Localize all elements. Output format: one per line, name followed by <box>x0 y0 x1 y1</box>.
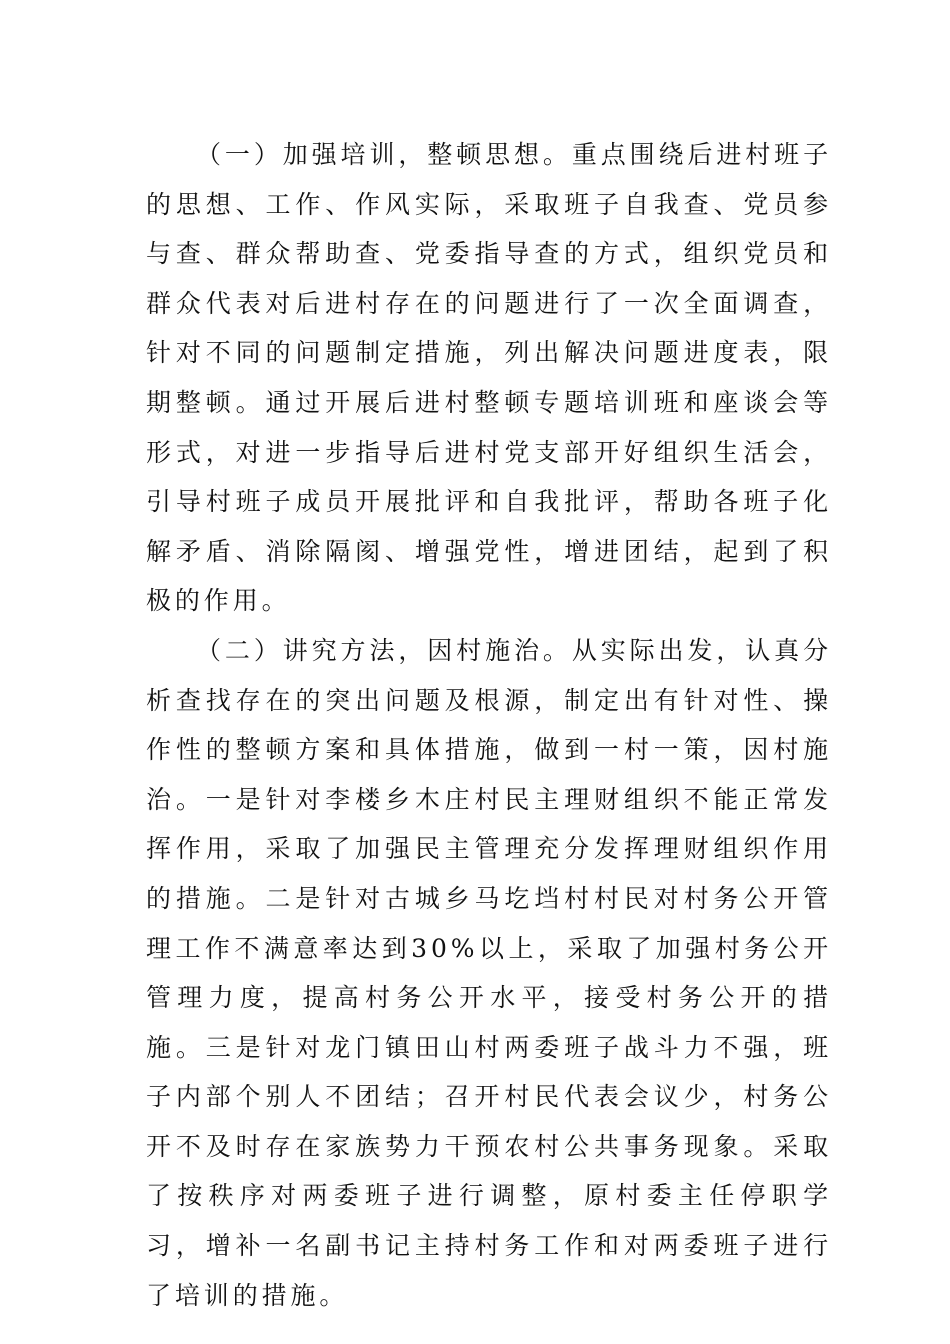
paragraph-methods: （二）讲究方法，因村施治。从实际出发，认真分析查找存在的突出问题及根源，制定出有针对性、操作性的整顿方案和具体措施，做到一村一策，因村施治。一是针对李楼乡木庄村民主理财组织不能正常发挥作用，采取了加强民主管理充分发挥理财组织作用的措施。二是针对古城乡马圪垱村村民对村务公开管理工作不满意率达到30%以上，采取了加强村务公开管理力度，提高村务公开水平，接受村务公开的措施。三是针对龙门镇田山村两委班子战斗力不强，班子内部个别人不团结；召开村民代表会议少，村务公开不及时存在家族势力干预农村公共事务现象。采取了按秩序对两委班子进行调整，原村委主任停职学习，增补一名副书记主持村务工作和对两委班子进行了培训的措施。 <box>146 635 832 1310</box>
document-body <box>146 130 832 1320</box>
paragraph-training: （一）加强培训，整顿思想。重点围绕后进村班子的思想、工作、作风实际，采取班子自我查、党员参与查、群众帮助查、党委指导查的方式，组织党员和群众代表对后进村存在的问题进行了一次全面调查，针对不同的问题制定措施，列出解决问题进度表，限期整顿。通过开展后进村整顿专题培训班和座谈会等形式，对进一步指导后进村党支部开好组织生活会，引导村班子成员开展批评和自我批评，帮助各班子化解矛盾、消除隔阂、增强党性，增进团结，起到了积极的作用。 <box>146 140 832 616</box>
